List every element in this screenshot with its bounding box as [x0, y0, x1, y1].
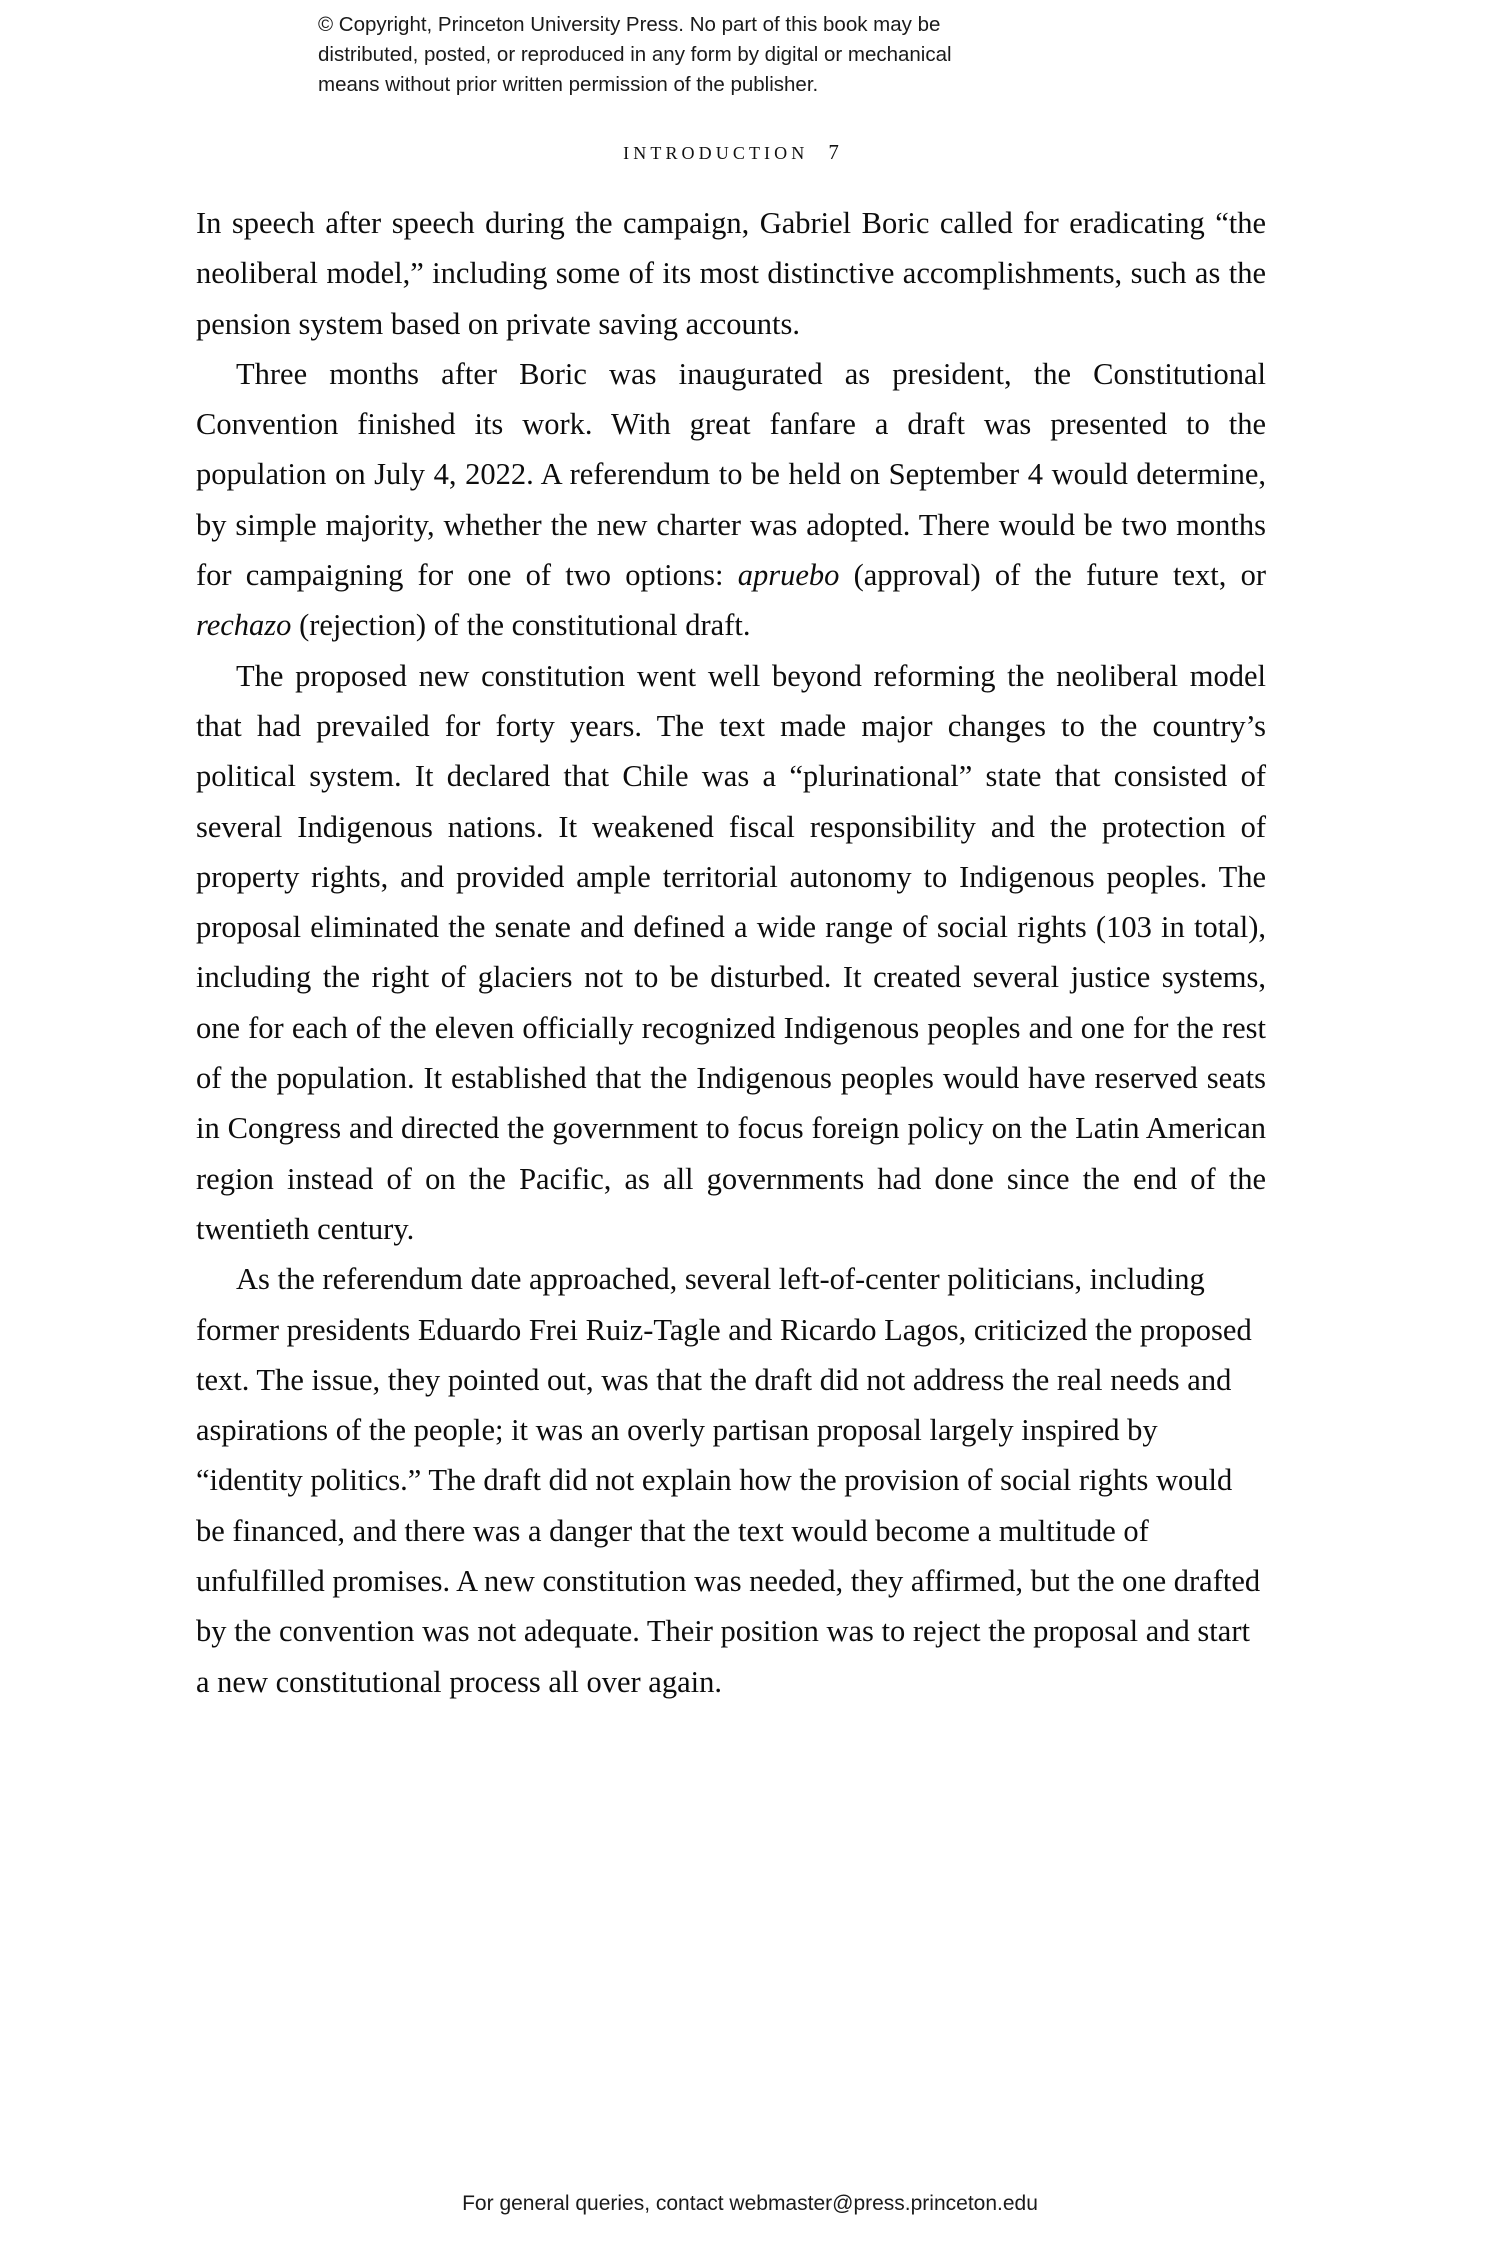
body-paragraph	[196, 349, 1266, 651]
text-run: Three months after Boric was inaugurated as president, the Constitutional Convention finished its work. With great fanfare a draft was presented to the population on July 4, 2022. A referendum to be held on September 4 would determine, by simple majority, whether the new charter was adopted. There would be two months for campaigning for one of two options:	[196, 356, 1266, 593]
copyright-line-2: distributed, posted, or reproduced in any form by digital or mechanical	[318, 43, 952, 66]
footer-query-note: For general queries, contact webmaster@press.princeton.edu	[462, 2192, 1038, 2215]
running-head	[196, 140, 1266, 165]
copyright-line-1: © Copyright, Princeton University Press. No part of this book may be	[318, 13, 941, 36]
body-text	[196, 198, 1266, 1707]
text-run: The proposed new constitution went well beyond reforming the neoliberal model that had prevailed for forty years. The text made major changes to the country’s political system. It declared that Chile was a “plurinational” state that consisted of several Indigenous nations. It weakened fiscal responsibility and the protection of property rights, and provided ample territorial autonomy to Indigenous peoples. The proposal eliminated the senate and defined a wide range of social rights (103 in total), including the right of glaciers not to be disturbed. It created several justice systems, one for each of the eleven officially recognized Indigenous peoples and one for the rest of the population. It established that the Indigenous peoples would have reserved seats in Congress and directed the government to focus foreign policy on the Latin American region instead of on the Pacific, as all governments had done since the end of the twentieth century.	[196, 658, 1266, 1246]
text-run: (approval) of the future text, or	[839, 558, 1266, 593]
running-head-title: INTRODUCTION	[623, 143, 809, 163]
text-run: In speech after speech during the campaign, Gabriel Boric called for eradicating “the neoliberal model,” including some of its most distinctive accomplishments, such as the pension system based on private saving accounts.	[196, 206, 1266, 341]
body-paragraph	[196, 198, 1266, 349]
body-paragraph	[196, 1254, 1266, 1707]
text-run: As the referendum date approached, several left-of-center politicians, including former presidents Eduardo Frei Ruiz-Tagle and Ricardo Lagos, criticized the proposed text. The issue, they pointed out, was that the draft did not address the real needs and aspirations of the people; it was an overly partisan proposal largely inspired by “identity politics.” The draft did not explain how the provision of social rights would be financed, and there was a danger that the text would become a multitude of unfulfilled promises. A new constitution was needed, they affirmed, but the one drafted by the convention was not adequate. Their position was to reject the proposal and start a new constitutional process all over again.	[196, 1262, 1261, 1699]
text-run: (rejection) of the constitutional draft.	[291, 608, 751, 643]
body-paragraph	[196, 651, 1266, 1255]
page-number: 7	[828, 140, 839, 164]
copyright-notice	[318, 10, 1198, 100]
italic-term: apruebo	[737, 558, 840, 593]
italic-term: rechazo	[196, 608, 292, 643]
copyright-line-3: means without prior written permission of the publisher.	[318, 73, 819, 96]
